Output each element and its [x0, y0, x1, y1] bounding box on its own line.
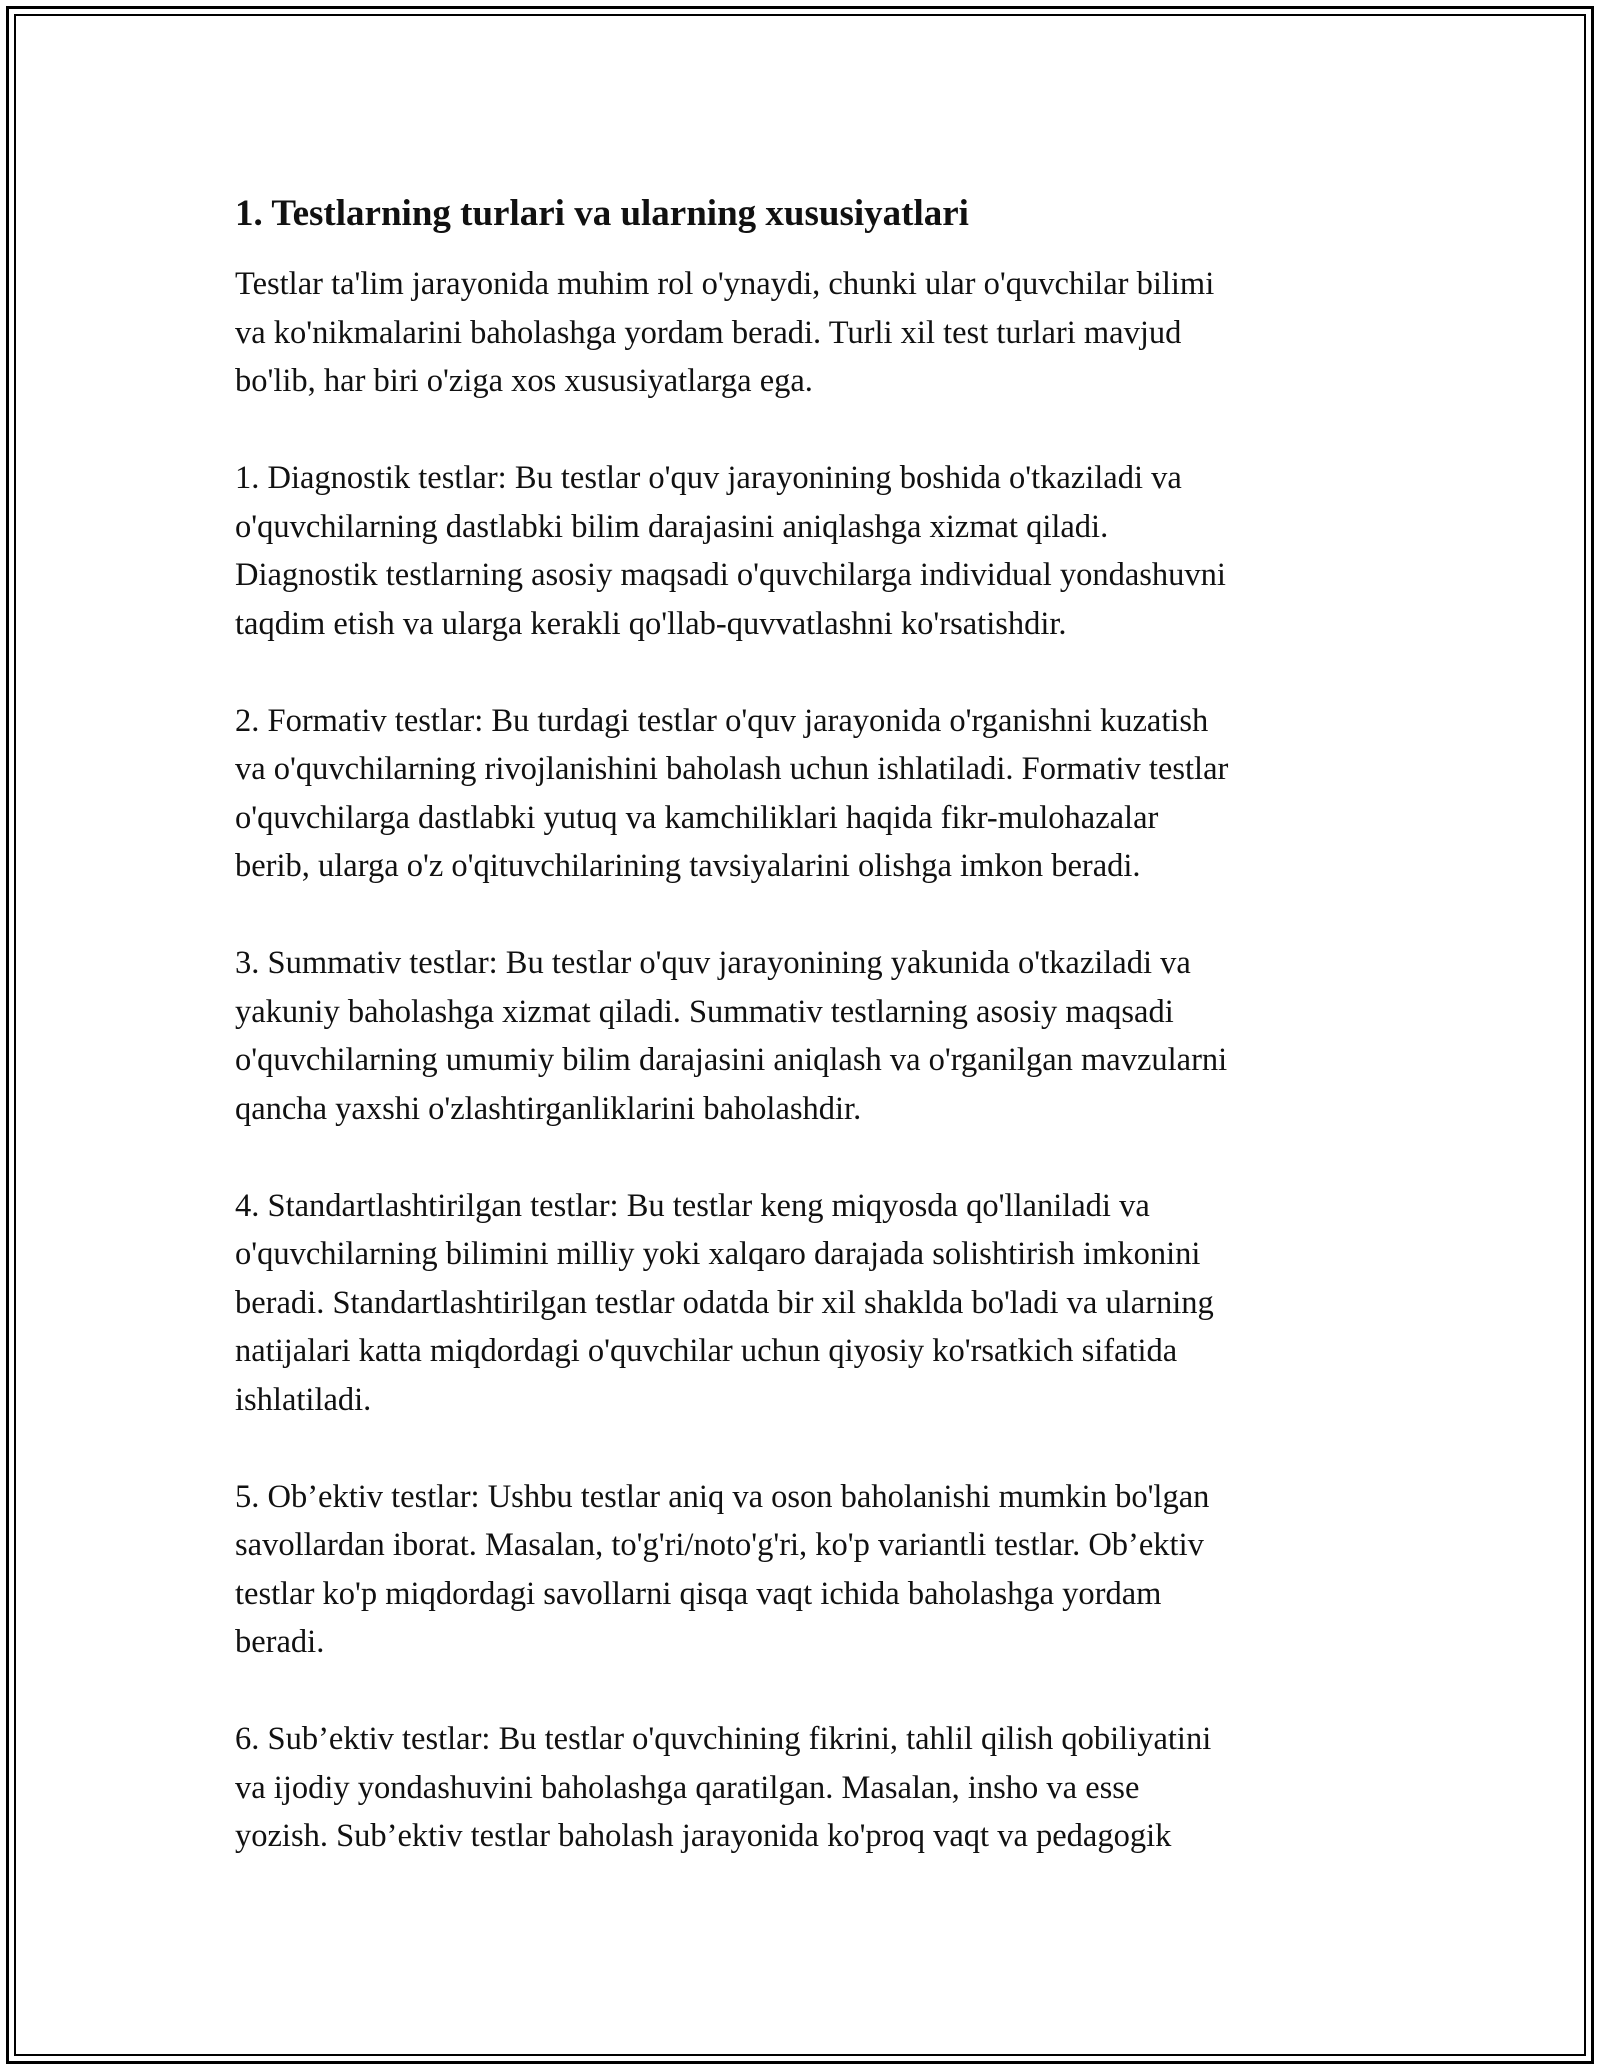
- text-line: va ijodiy yondashuvini baholashga qaratilgan. Masalan, insho va esse: [235, 1769, 1140, 1806]
- text-line: berib, ularga o'z o'qituvchilarining tavsiyalarini olishga imkon beradi.: [235, 848, 1141, 884]
- text-line: natijalari katta miqdordagi o'quvchilar uchun qiyosiy ko'rsatkich sifatida: [235, 1333, 1178, 1369]
- text-line: 3. Summativ testlar: Bu testlar o'quv jarayonining yakunida o'tkaziladi va: [235, 945, 1191, 981]
- text-line: taqdim etish va ularga kerakli qo'llab-quvvatlashni ko'rsatishdir.: [235, 605, 1067, 642]
- text-line: 5. Ob’ektiv testlar: Ushbu testlar aniq va oson baholanishi mumkin bo'lgan: [235, 1478, 1210, 1515]
- text-line: 6. Sub’ektiv testlar: Bu testlar o'quvchining fikrini, tahlil qilish qobiliyatini: [235, 1721, 1212, 1757]
- text-line: 2. Formativ testlar: Bu turdagi testlar o'quv jarayonida o'rganishni kuzatish: [235, 702, 1209, 739]
- paragraph-standardized-tests: [235, 1182, 1375, 1425]
- text-line: testlar ko'p miqdordagi savollarni qisqa vaqt ichida baholashga yordam: [235, 1575, 1162, 1612]
- text-line: o'quvchilarga dastlabki yutuq va kamchiliklari haqida fikr-mulohazalar: [235, 799, 1159, 836]
- paragraph-intro: [235, 260, 1375, 406]
- text-line: yozish. Sub’ektiv testlar baholash jarayonida ko'proq vaqt va pedagogik: [235, 1818, 1172, 1854]
- text-line: 1. Diagnostik testlar: Bu testlar o'quv jarayonining boshida o'tkaziladi va: [235, 460, 1182, 496]
- paragraph-objective-tests: [235, 1473, 1375, 1667]
- text-line: o'quvchilarning bilimini milliy yoki xalqaro darajada solishtirish imkonini: [235, 1236, 1201, 1272]
- text-line: ishlatiladi.: [235, 1381, 372, 1418]
- text-line: beradi.: [235, 1624, 325, 1660]
- paragraph-diagnostic-tests: [235, 454, 1375, 648]
- text-line: va o'quvchilarning rivojlanishini baholash uchun ishlatiladi. Formativ testlar: [235, 751, 1229, 787]
- text-line: beradi. Standartlashtirilgan testlar odatda bir xil shaklda bo'ladi va ularning: [235, 1284, 1214, 1321]
- document-body: [235, 190, 1375, 1909]
- text-line: yakuniy baholashga xizmat qiladi. Summativ testlarning asosiy maqsadi: [235, 993, 1174, 1030]
- paragraph-formative-tests: [235, 697, 1375, 891]
- section-heading: 1. Testlarning turlari va ularning xususiyatlari: [235, 193, 969, 234]
- text-line: va ko'nikmalarini baholashga yordam beradi. Turli xil test turlari mavjud: [235, 314, 1182, 351]
- paragraph-summative-tests: [235, 939, 1375, 1133]
- text-line: o'quvchilarning umumiy bilim darajasini aniqlash va o'rganilgan mavzularni: [235, 1042, 1228, 1078]
- text-line: Testlar ta'lim jarayonida muhim rol o'ynaydi, chunki ular o'quvchilar bilimi: [235, 266, 1215, 302]
- text-line: Diagnostik testlarning asosiy maqsadi o'quvchilarga individual yondashuvni: [235, 557, 1226, 593]
- text-line: bo'lib, har biri o'ziga xos xususiyatlarga ega.: [235, 363, 813, 399]
- text-line: savollardan iborat. Masalan, to'g'ri/noto'g'ri, ko'p variantli testlar. Ob’ektiv: [235, 1527, 1204, 1563]
- paragraph-subjective-tests: [235, 1715, 1375, 1861]
- text-line: o'quvchilarning dastlabki bilim darajasini aniqlashga xizmat qiladi.: [235, 508, 1109, 545]
- text-line: 4. Standartlashtirilgan testlar: Bu testlar keng miqyosda qo'llaniladi va: [235, 1187, 1150, 1224]
- text-line: qancha yaxshi o'zlashtirganliklarini baholashdir.: [235, 1090, 862, 1127]
